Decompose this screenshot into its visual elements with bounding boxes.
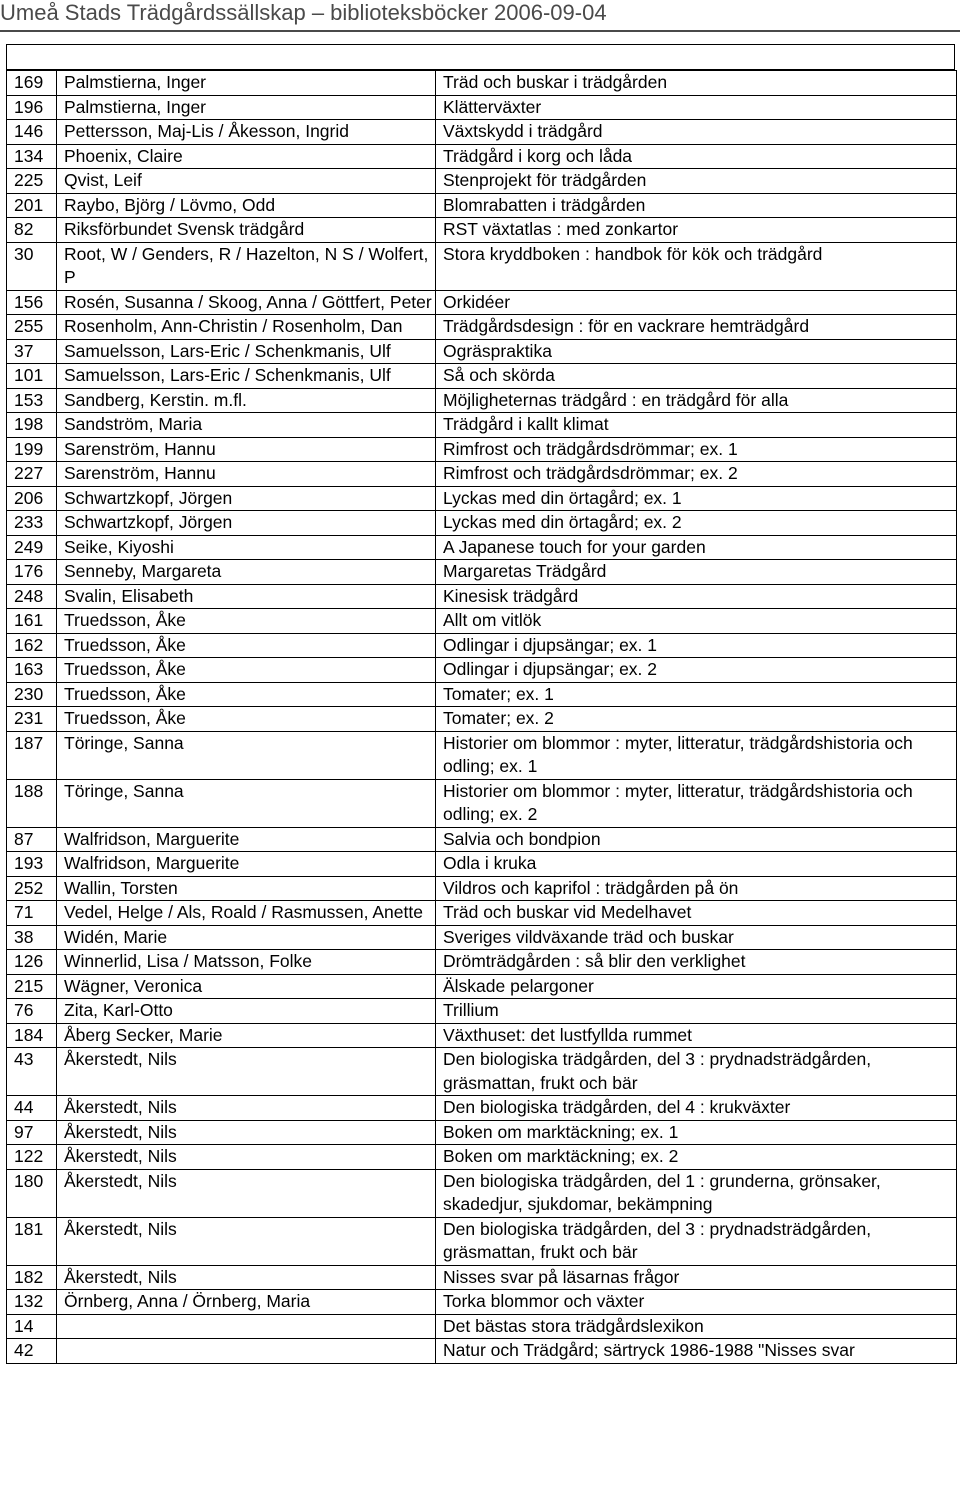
row-author: Schwartzkopf, Jörgen [57, 486, 436, 511]
row-author: Åkerstedt, Nils [57, 1217, 436, 1265]
header-divider [0, 30, 960, 32]
row-title: Historier om blommor : myter, litteratur, trädgårdshistoria och odling; ex. 1 [436, 731, 957, 779]
row-number: 249 [7, 535, 57, 560]
row-number: 132 [7, 1290, 57, 1315]
table-row [7, 290, 957, 315]
table-row [7, 827, 957, 852]
row-title: Boken om marktäckning; ex. 2 [436, 1145, 957, 1170]
row-number: 206 [7, 486, 57, 511]
table-row [7, 1217, 957, 1265]
row-title: Vildros och kaprifol : trädgården på ön [436, 876, 957, 901]
table-row [7, 218, 957, 243]
row-number: 193 [7, 852, 57, 877]
row-title: Salvia och bondpion [436, 827, 957, 852]
row-author: Töringe, Sanna [57, 779, 436, 827]
table-row [7, 95, 957, 120]
table-row [7, 1145, 957, 1170]
row-number: 225 [7, 169, 57, 194]
row-number: 162 [7, 633, 57, 658]
row-title: Rimfrost och trädgårdsdrömmar; ex. 1 [436, 437, 957, 462]
table-row [7, 364, 957, 389]
row-title: Tomater; ex. 2 [436, 707, 957, 732]
row-author: Åkerstedt, Nils [57, 1145, 436, 1170]
table-row [7, 193, 957, 218]
row-title: Nisses svar på läsarnas frågor [436, 1265, 957, 1290]
row-title: Lyckas med din örtagård; ex. 2 [436, 511, 957, 536]
row-author: Åberg Secker, Marie [57, 1023, 436, 1048]
table-row [7, 731, 957, 779]
row-number: 180 [7, 1169, 57, 1217]
row-title: Blomrabatten i trädgården [436, 193, 957, 218]
row-title: Rimfrost och trädgårdsdrömmar; ex. 2 [436, 462, 957, 487]
row-title: Den biologiska trädgården, del 3 : prydnadsträdgården, gräsmattan, frukt och bär [436, 1217, 957, 1265]
row-title: Den biologiska trädgården, del 4 : krukväxter [436, 1096, 957, 1121]
row-title: Växtskydd i trädgård [436, 120, 957, 145]
page-title: Umeå Stads Trädgårdssällskap – biblioteksböcker 2006-09-04 [0, 0, 607, 25]
table-row [7, 682, 957, 707]
row-author: Riksförbundet Svensk trädgård [57, 218, 436, 243]
row-number: 101 [7, 364, 57, 389]
table-row [7, 486, 957, 511]
row-number: 215 [7, 974, 57, 999]
row-number: 231 [7, 707, 57, 732]
table-row [7, 169, 957, 194]
row-author: Svalin, Elisabeth [57, 584, 436, 609]
table-row [7, 388, 957, 413]
row-number: 227 [7, 462, 57, 487]
row-author: Åkerstedt, Nils [57, 1096, 436, 1121]
table-row [7, 1290, 957, 1315]
row-author: Samuelsson, Lars-Eric / Schenkmanis, Ulf [57, 364, 436, 389]
row-number: 146 [7, 120, 57, 145]
row-author: Seike, Kiyoshi [57, 535, 436, 560]
table-row [7, 584, 957, 609]
row-author: Winnerlid, Lisa / Matsson, Folke [57, 950, 436, 975]
row-title: Växthuset: det lustfyllda rummet [436, 1023, 957, 1048]
row-number: 248 [7, 584, 57, 609]
table-row [7, 462, 957, 487]
row-number: 255 [7, 315, 57, 340]
table-row [7, 1339, 957, 1364]
row-number: 71 [7, 901, 57, 926]
row-author: Palmstierna, Inger [57, 71, 436, 96]
row-title: RST växtatlas : med zonkartor [436, 218, 957, 243]
table-row [7, 950, 957, 975]
table-row [7, 925, 957, 950]
table-row [7, 535, 957, 560]
table-row [7, 413, 957, 438]
row-number: 252 [7, 876, 57, 901]
row-number: 187 [7, 731, 57, 779]
row-author: Root, W / Genders, R / Hazelton, N S / Wolfert, P [57, 242, 436, 290]
row-number: 43 [7, 1048, 57, 1096]
row-author: Palmstierna, Inger [57, 95, 436, 120]
row-author: Samuelsson, Lars-Eric / Schenkmanis, Ulf [57, 339, 436, 364]
row-number: 14 [7, 1314, 57, 1339]
row-title: Klätterväxter [436, 95, 957, 120]
row-author: Rosén, Susanna / Skoog, Anna / Göttfert, Peter [57, 290, 436, 315]
table-row [7, 144, 957, 169]
row-number: 156 [7, 290, 57, 315]
table-row [7, 609, 957, 634]
table-row [7, 1314, 957, 1339]
row-title: Så och skörda [436, 364, 957, 389]
table-row [7, 1120, 957, 1145]
row-title: Odlingar i djupsängar; ex. 1 [436, 633, 957, 658]
table-row [7, 658, 957, 683]
table-row [7, 1023, 957, 1048]
row-title: Älskade pelargoner [436, 974, 957, 999]
row-number: 196 [7, 95, 57, 120]
row-title: Margaretas Trädgård [436, 560, 957, 585]
row-number: 134 [7, 144, 57, 169]
row-title: Sveriges vildväxande träd och buskar [436, 925, 957, 950]
row-title: Den biologiska trädgården, del 3 : prydnadsträdgården, gräsmattan, frukt och bär [436, 1048, 957, 1096]
row-title: Orkidéer [436, 290, 957, 315]
row-number: 230 [7, 682, 57, 707]
table-row [7, 511, 957, 536]
row-title: Träd och buskar vid Medelhavet [436, 901, 957, 926]
row-number: 176 [7, 560, 57, 585]
row-number: 122 [7, 1145, 57, 1170]
book-table-body [7, 71, 957, 1364]
row-title: Historier om blommor : myter, litteratur, trädgårdshistoria och odling; ex. 2 [436, 779, 957, 827]
row-author: Sarenström, Hannu [57, 437, 436, 462]
row-author: Sandström, Maria [57, 413, 436, 438]
table-row [7, 974, 957, 999]
row-title: Allt om vitlök [436, 609, 957, 634]
row-number: 169 [7, 71, 57, 96]
row-author: Wallin, Torsten [57, 876, 436, 901]
row-title: Natur och Trädgård; särtryck 1986-1988 "Nisses svar [436, 1339, 957, 1364]
table-row [7, 242, 957, 290]
row-author: Rosenholm, Ann-Christin / Rosenholm, Dan [57, 315, 436, 340]
table-row [7, 339, 957, 364]
row-author: Truedsson, Åke [57, 658, 436, 683]
table-row [7, 999, 957, 1024]
table-row [7, 315, 957, 340]
row-title: Odlingar i djupsängar; ex. 2 [436, 658, 957, 683]
row-number: 181 [7, 1217, 57, 1265]
row-author: Truedsson, Åke [57, 707, 436, 732]
table-row [7, 852, 957, 877]
row-author: Örnberg, Anna / Örnberg, Maria [57, 1290, 436, 1315]
row-title: A Japanese touch for your garden [436, 535, 957, 560]
table-empty-top-row [6, 44, 955, 70]
row-author: Phoenix, Claire [57, 144, 436, 169]
row-author: Åkerstedt, Nils [57, 1169, 436, 1217]
table-row [7, 1265, 957, 1290]
row-number: 42 [7, 1339, 57, 1364]
row-author: Senneby, Margareta [57, 560, 436, 585]
row-number: 37 [7, 339, 57, 364]
row-author: Walfridson, Marguerite [57, 827, 436, 852]
row-number: 199 [7, 437, 57, 462]
table-row [7, 560, 957, 585]
row-author: Wägner, Veronica [57, 974, 436, 999]
table-row [7, 876, 957, 901]
row-author: Truedsson, Åke [57, 609, 436, 634]
row-title: Trillium [436, 999, 957, 1024]
row-author: Vedel, Helge / Als, Roald / Rasmussen, Anette [57, 901, 436, 926]
row-number: 44 [7, 1096, 57, 1121]
row-title: Kinesisk trädgård [436, 584, 957, 609]
table-row [7, 633, 957, 658]
row-number: 38 [7, 925, 57, 950]
table-row [7, 707, 957, 732]
row-number: 87 [7, 827, 57, 852]
row-number: 188 [7, 779, 57, 827]
row-number: 126 [7, 950, 57, 975]
table-row [7, 437, 957, 462]
table-row [7, 71, 957, 96]
row-author: Sandberg, Kerstin. m.fl. [57, 388, 436, 413]
row-title: Lyckas med din örtagård; ex. 1 [436, 486, 957, 511]
table-row [7, 1169, 957, 1217]
row-number: 97 [7, 1120, 57, 1145]
row-number: 30 [7, 242, 57, 290]
row-title: Torka blommor och växter [436, 1290, 957, 1315]
row-author: Åkerstedt, Nils [57, 1120, 436, 1145]
table-row [7, 779, 957, 827]
row-author: Pettersson, Maj-Lis / Åkesson, Ingrid [57, 120, 436, 145]
row-number: 201 [7, 193, 57, 218]
row-author [57, 1314, 436, 1339]
row-number: 233 [7, 511, 57, 536]
row-number: 163 [7, 658, 57, 683]
row-title: Det bästas stora trädgårdslexikon [436, 1314, 957, 1339]
row-title: Trädgård i korg och låda [436, 144, 957, 169]
row-title: Odla i kruka [436, 852, 957, 877]
row-title: Träd och buskar i trädgården [436, 71, 957, 96]
row-title: Möjligheternas trädgård : en trädgård för alla [436, 388, 957, 413]
row-author: Åkerstedt, Nils [57, 1265, 436, 1290]
row-number: 161 [7, 609, 57, 634]
row-title: Den biologiska trädgården, del 1 : grunderna, grönsaker, skadedjur, sjukdomar, bekämpning [436, 1169, 957, 1217]
row-author: Truedsson, Åke [57, 682, 436, 707]
row-title: Ogräspraktika [436, 339, 957, 364]
row-title: Trädgårdsdesign : för en vackrare hemträdgård [436, 315, 957, 340]
row-number: 198 [7, 413, 57, 438]
row-author [57, 1339, 436, 1364]
row-title: Drömträdgården : så blir den verklighet [436, 950, 957, 975]
row-author: Walfridson, Marguerite [57, 852, 436, 877]
row-author: Raybo, Björg / Lövmo, Odd [57, 193, 436, 218]
table-row [7, 901, 957, 926]
row-title: Stora kryddboken : handbok för kök och trädgård [436, 242, 957, 290]
book-table [6, 70, 957, 1364]
row-title: Trädgård i kallt klimat [436, 413, 957, 438]
row-number: 153 [7, 388, 57, 413]
row-author: Truedsson, Åke [57, 633, 436, 658]
row-title: Boken om marktäckning; ex. 1 [436, 1120, 957, 1145]
row-author: Zita, Karl-Otto [57, 999, 436, 1024]
table-row [7, 120, 957, 145]
row-number: 184 [7, 1023, 57, 1048]
row-author: Schwartzkopf, Jörgen [57, 511, 436, 536]
row-author: Widén, Marie [57, 925, 436, 950]
row-title: Stenprojekt för trädgården [436, 169, 957, 194]
row-number: 76 [7, 999, 57, 1024]
row-author: Åkerstedt, Nils [57, 1048, 436, 1096]
row-number: 82 [7, 218, 57, 243]
row-title: Tomater; ex. 1 [436, 682, 957, 707]
row-author: Sarenström, Hannu [57, 462, 436, 487]
row-number: 182 [7, 1265, 57, 1290]
table-row [7, 1096, 957, 1121]
table-row [7, 1048, 957, 1096]
row-author: Töringe, Sanna [57, 731, 436, 779]
row-author: Qvist, Leif [57, 169, 436, 194]
